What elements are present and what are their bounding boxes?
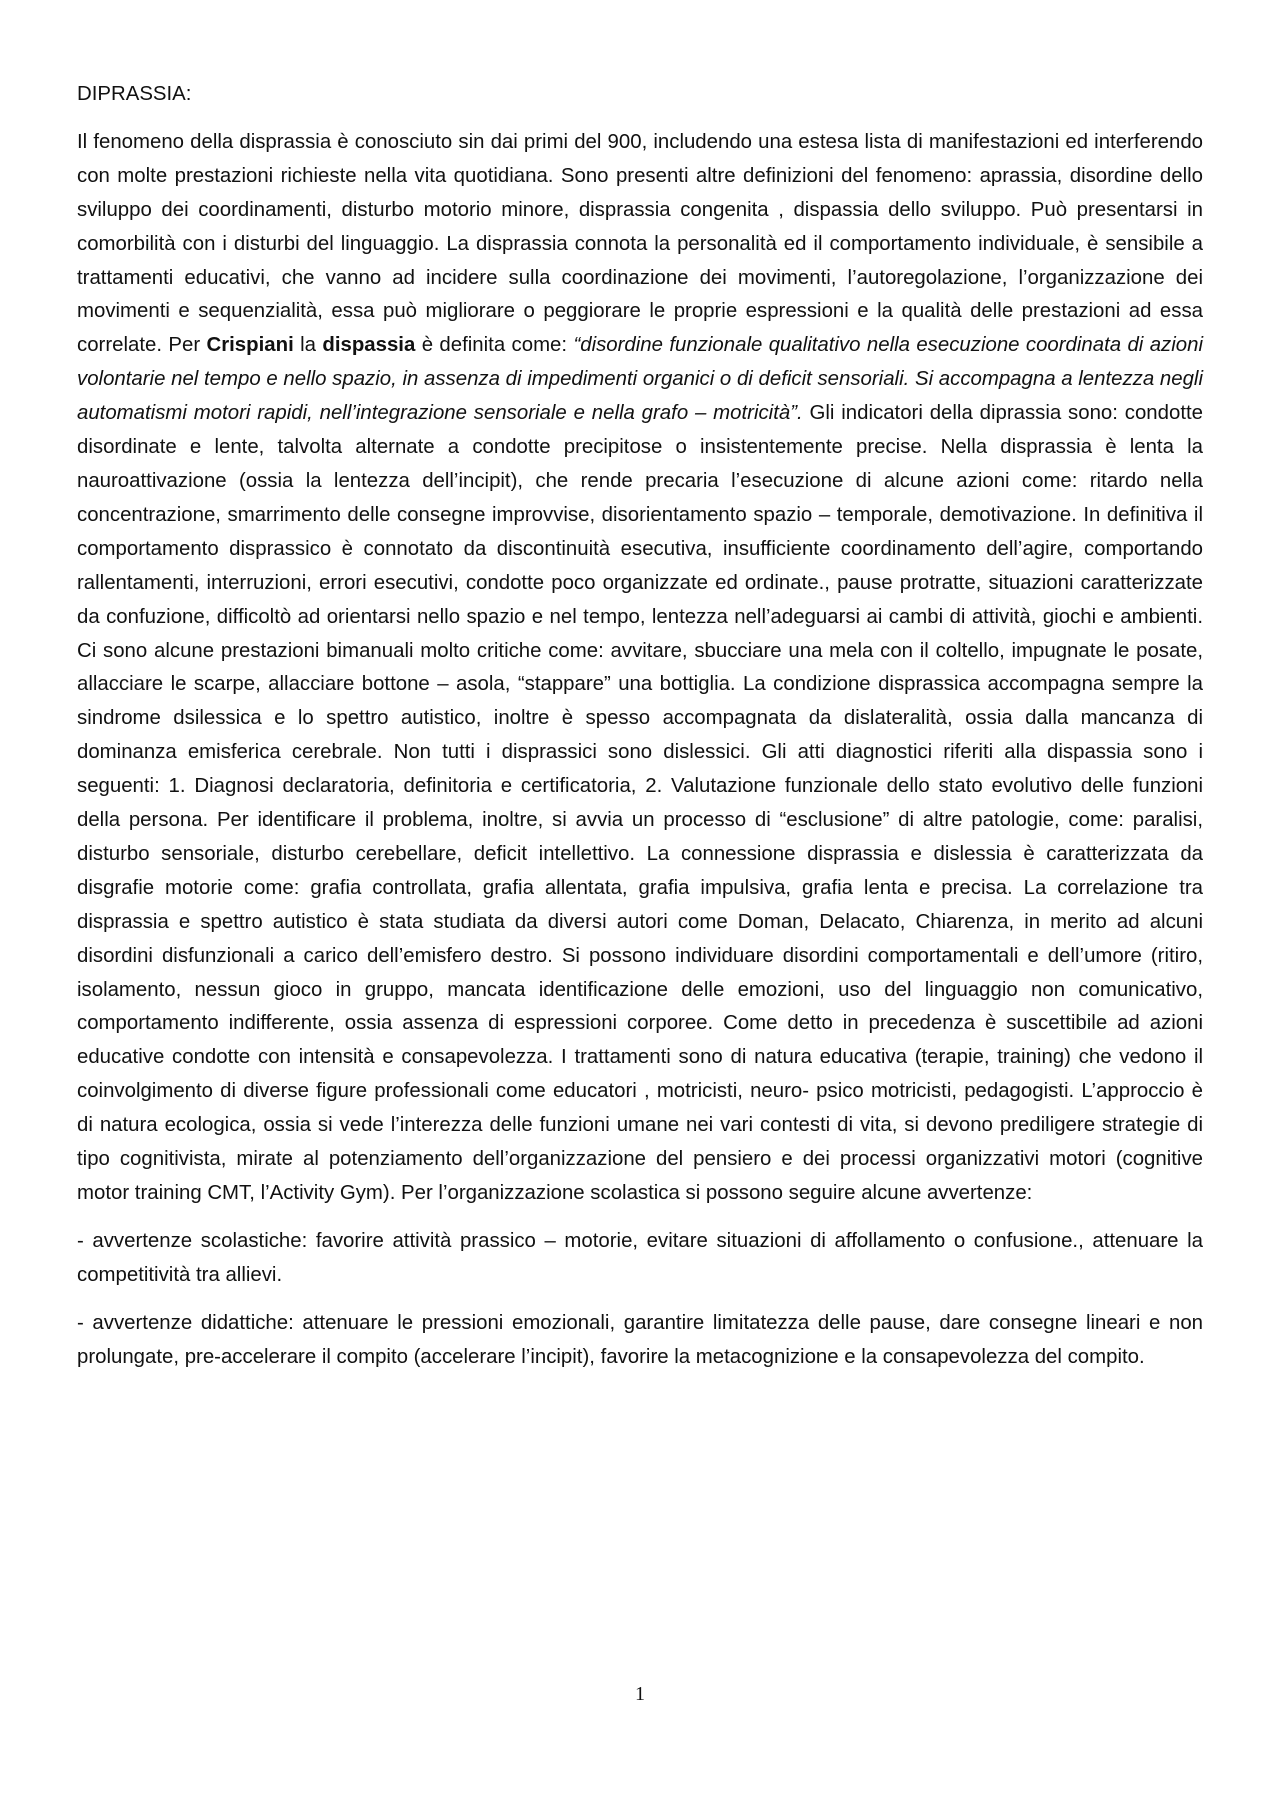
paragraph-text: Il fenomeno della disprassia è conosciuto sin dai primi del 900, includendo una estesa lista di manifestazioni ed interferendo con molte prestazioni richieste nella vita quotidiana. Sono presenti altre definizioni del fenomeno: aprassia, disordine dello sviluppo dei coordinamenti, disturbo motorio minore, disprassia congenita , dispassia dello sviluppo. Può presentarsi in comorbilità con i disturbi del linguaggio. La disprassia connota la personalità ed il comportamento individuale, è sensibile a trattamenti educativi, che vanno ad incidere sulla coordinazione dei movimenti, l’autoregolazione, l’organizzazione dei movimenti e sequenzialità, essa può migliorare o peggiorare le proprie espressioni e la qualità delle prestazioni ad essa correlate. Per <box>77 130 1203 357</box>
italic-definition-quote: “disordine funzionale qualitativo nella esecuzione coordinata di azioni volontarie nel tempo e nello spazio, in assenza di impedimenti organici o di deficit sensoriali. Si accompagna a lentezza negli automatismi motori rapidi, nell’integrazione sensoriale e nella grafo – motricità”. <box>77 334 1203 425</box>
document-page <box>77 78 1203 1389</box>
paragraph-text: è definita come: <box>415 334 574 357</box>
main-paragraph <box>77 126 1203 1211</box>
list-item: - avvertenze scolastiche: favorire attività prassico – motorie, evitare situazioni di affollamento o confusione., attenuare la competitività tra allievi. <box>77 1229 1203 1286</box>
page-number: 1 <box>635 1683 645 1705</box>
paragraph-text: la <box>293 334 323 357</box>
document-heading: DIPRASSIA: <box>77 83 192 105</box>
list-item: - avvertenze didattiche: attenuare le pressioni emozionali, garantire limitatezza delle pause, dare consegne lineari e non prolungate, pre-accelerare il compito (accelerare l’incipit), favorire la metacognizione e la consapevolezza del compito. <box>77 1311 1203 1368</box>
bold-term-dispassia: dispassia <box>322 334 416 357</box>
paragraph-text: Gli indicatori della diprassia sono: condotte disordinate e lente, talvolta alternate a condotte precipitose o insistentemente precise. Nella disprassia è lenta la nauroattivazione (ossia la lentezza dell’incipit), che rende precaria l’esecuzione di alcune azioni come: ritardo nella concentrazione, smarrimento delle consegne improvvise, disorientamento spazio – temporale, demotivazione. In definitiva il comportamento disprassico è connotato da discontinuità esecutiva, insufficiente coordinamento dell’agire, comportando rallentamenti, interruzioni, errori esecutivi, condotte poco organizzate ed ordinate., pause protratte, situazioni caratterizzate da confuzione, difficoltò ad orientarsi nello spazio e nel tempo, lentezza nell’adeguarsi ai cambi di attività, giochi e ambienti. Ci sono alcune prestazioni bimanuali molto critiche come: avvitare, sbucciare una mela con il coltello, impugnate le posate, allacciare le scarpe, allacciare bottone – asola, “stappare” una bottiglia. La condizione disprassica accompagna sempre la sindrome dsilessica e lo spettro autistico, inoltre è spesso accompagnata da dislateralità, ossia dalla mancanza di dominanza emisferica cerebrale. Non tutti i disprassici sono dislessici. Gli atti diagnostici riferiti alla dispassia sono i seguenti: 1. Diagnosi declaratoria, definitoria e certificatoria, 2. Valutazione funzionale dello stato evolutivo delle funzioni della persona. Per identificare il problema, inoltre, si avvia un processo di “esclusione” di altre patologie, come: paralisi, disturbo sensoriale, disturbo cerebellare, deficit intellettivo. La connessione disprassia e dislessia è caratterizzata da disgrafie motorie come: grafia controllata, grafia allentata, grafia impulsiva, grafia lenta e precisa. La correlazione tra disprassia e spettro autistico è stata studiata da diversi autori come Doman, Delacato, Chiarenza, in merito ad alcuni disordini disfunzionali a carico dell’emisfero destro. Si possono individuare disordini comportamentali e dell’umore (ritiro, isolamento, nessun gioco in gruppo, mancata identificazione delle emozioni, uso del linguaggio non comunicativo, comportamento indifferente, ossia assenza di espressioni corporee. Come detto in precedenza è suscettibile ad azioni educative condotte con intensità e consapevolezza. I trattamenti sono di natura educativa (terapie, training) che vedono il coinvolgimento di diverse figure professionali come educatori , motricisti, neuro- psico motricisti, pedagogisti. L’approccio è di natura ecologica, ossia si vede l’interezza delle funzioni umane nei vari contesti di vita, si devono prediligere strategie di tipo cognitivista, mirate al potenziamento dell’organizzazione del pensiero e dei processi organizzativi motori (cognitive motor training CMT, l’Activity Gym). Per l’organizzazione scolastica si possono seguire alcune avvertenze: <box>77 402 1203 1204</box>
bold-term-crispiani: Crispiani <box>206 334 294 357</box>
